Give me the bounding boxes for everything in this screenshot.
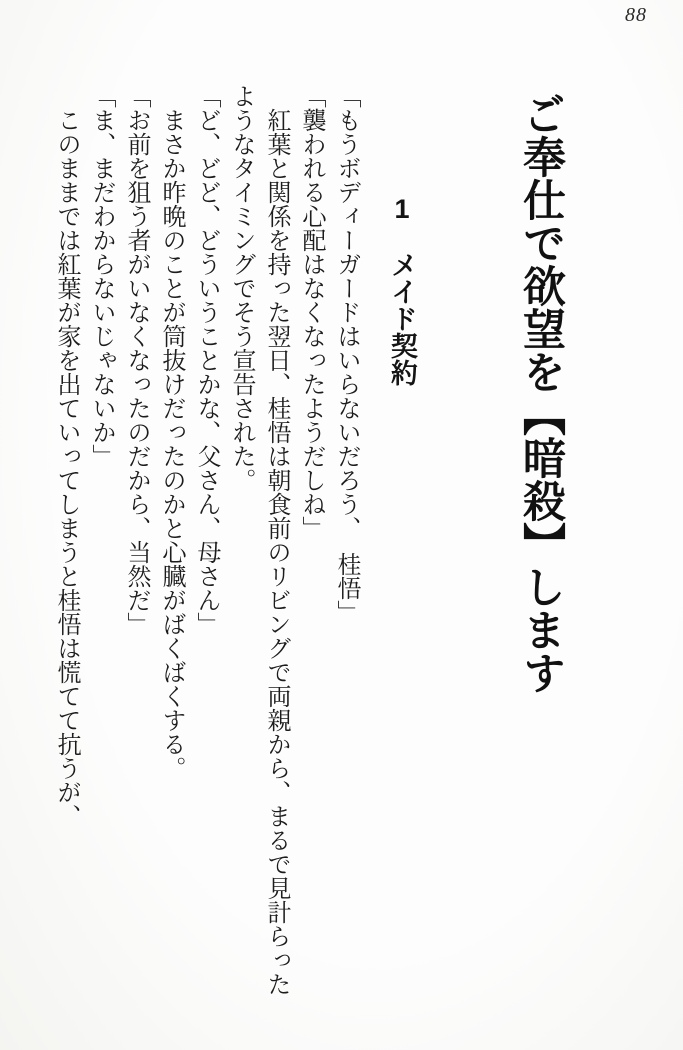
body-paragraph: 「もうボディーガードはいらないだろう、 桂悟」	[333, 84, 359, 624]
body-paragraph: 「ど、どど、どういうことかな、父さん、母さん」	[193, 84, 219, 636]
body-paragraph: 「ま、まだわからないじゃないか」	[88, 84, 114, 468]
body-text-block	[48, 84, 363, 1029]
body-paragraph: ようなタイミングでそう宣告された。	[228, 84, 254, 492]
body-paragraph: このままでは紅葉が家を出ていってしまうと桂悟は慌てて抗うが、	[53, 84, 79, 828]
novel-title: ご奉仕で欲望を【暗殺】します	[517, 92, 565, 694]
body-paragraph: 「お前を狙う者がいなくなったのだから、当然だ」	[123, 84, 149, 636]
body-paragraph: 紅葉と関係を持った翌日、桂悟は朝食前のリビングで両親から、まるで見計らった	[263, 84, 289, 996]
page-number: 88	[625, 4, 647, 26]
body-paragraph: まさか昨晩のことが筒抜けだったのかと心臓がばくばくする。	[158, 84, 184, 780]
chapter-heading: 1 メイド契約	[387, 194, 417, 386]
body-paragraph: 「襲われる心配はなくなったようだしね」	[298, 84, 324, 540]
